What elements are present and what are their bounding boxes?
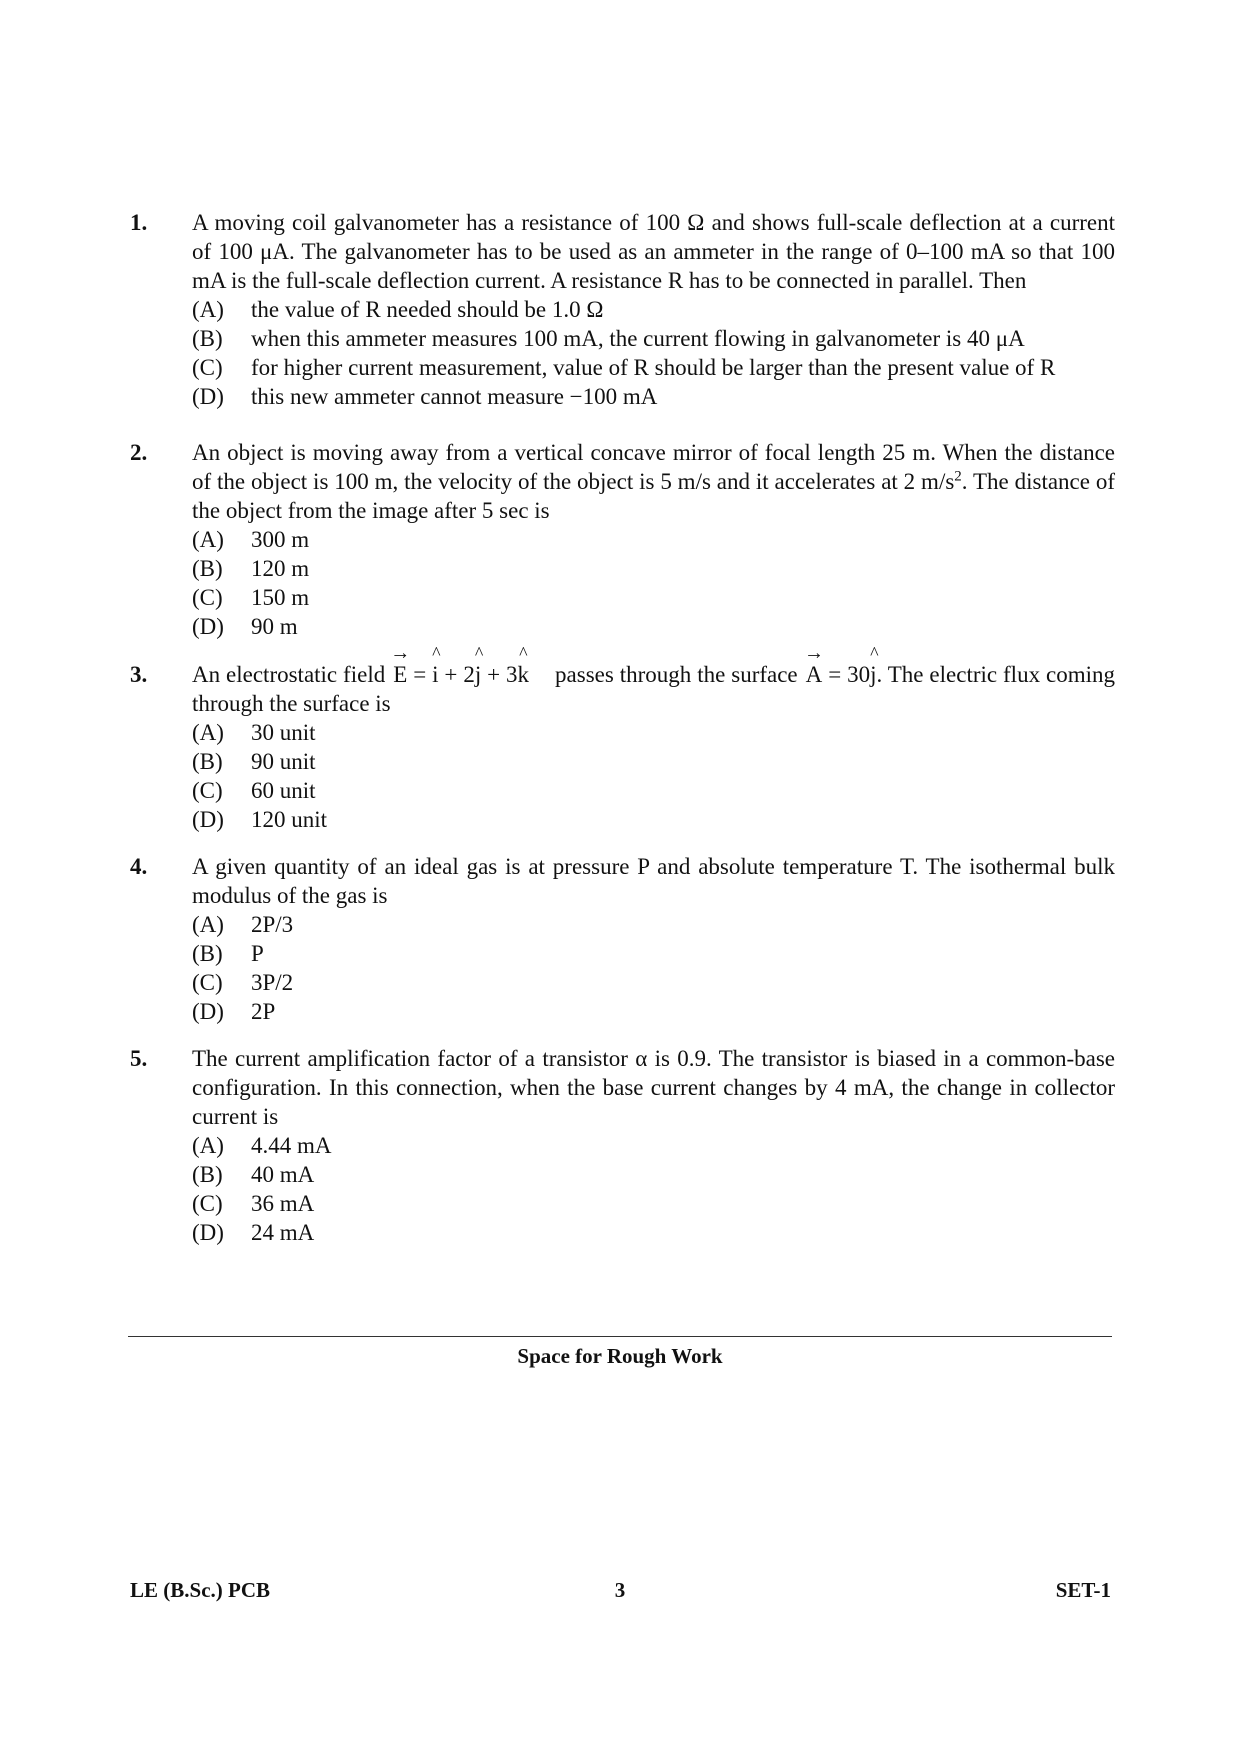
superscript: 2 [954,468,962,485]
vector-arrow-icon: → [390,642,411,664]
question-number: 1. [130,210,148,235]
option-text: for higher current measurement, value of R should be larger than the present value of R [251,355,1056,380]
question-stem: An electrostatic field → E = ^ i + 2 ^ j + 3 ^ k passes through the surface → A = 30 ^ j. The electric flux coming through the surface is [192,642,1115,716]
question-3 [130,642,1115,834]
option-a [192,295,1115,324]
question-list [130,208,1115,1247]
option-c [192,968,1115,997]
hat-icon: ^ [870,643,879,663]
option-b [192,324,1115,353]
vector-arrow-icon: → [803,642,824,664]
option-label: (C) [192,970,223,995]
option-text: P [251,941,264,966]
question-number: 4. [130,854,148,879]
option-text: 2P [251,999,276,1024]
question-2 [130,438,1115,641]
option-c [192,353,1115,382]
option-b [192,939,1115,968]
option-text: 300 m [251,527,310,552]
vector-e: → E [390,642,411,687]
option-text: 120 m [251,556,310,581]
question-number: 5. [130,1046,148,1071]
footer-exam-code: LE (B.Sc.) PCB [130,1578,271,1602]
option-label: (C) [192,1191,223,1216]
option-d [192,1218,1115,1247]
option-text: 90 m [251,614,298,639]
question-stem [192,438,1115,525]
option-d [192,612,1115,641]
question-5 [130,1044,1115,1247]
hat-icon: ^ [474,643,484,663]
question-number: 2. [130,440,148,465]
option-label: (A) [192,527,224,552]
option-text: 40 mA [251,1162,315,1187]
option-text: when this ammeter measures 100 mA, the current flowing in galvanometer is 40 μA [251,326,1025,351]
option-b [192,747,1115,776]
question-1 [130,208,1115,411]
option-label: (B) [192,749,223,774]
option-label: (B) [192,1162,223,1187]
footer-set: SET-1 [1055,1578,1111,1602]
option-c [192,583,1115,612]
option-text: 60 unit [251,778,316,803]
option-text: 24 mA [251,1220,315,1245]
question-number: 3. [130,662,148,687]
option-d [192,997,1115,1026]
footer-page-number: 3 [614,1578,626,1602]
hat-icon: ^ [519,643,528,663]
option-label: (A) [192,720,224,745]
option-text: 2P/3 [251,912,294,937]
option-label: (D) [192,614,224,639]
option-text: 120 unit [251,807,328,832]
option-list [192,295,1115,411]
option-label: (D) [192,1220,224,1245]
option-list [192,525,1115,641]
question-4 [130,852,1115,1026]
option-text: 30 unit [251,720,316,745]
option-text: 150 m [251,585,310,610]
option-label: (B) [192,326,223,351]
option-text: this new ammeter cannot measure −100 mA [251,384,658,409]
option-b [192,1160,1115,1189]
unit-vector-j: ^ j [870,643,879,687]
option-label: (D) [192,999,224,1024]
option-a [192,718,1115,747]
option-text: 4.44 mA [251,1133,332,1158]
option-label: (A) [192,297,224,322]
option-label: (D) [192,807,224,832]
option-a [192,525,1115,554]
stem-text: An object is moving away from a vertical concave mirror of focal length 25 m. When the distance of the object is 100 m, the velocity of the object is 5 m/s and it accelerates at 2 m/s [192,440,1115,494]
option-c [192,1189,1115,1218]
option-text: 3P/2 [251,970,294,995]
option-a [192,910,1115,939]
option-text: 36 mA [251,1191,315,1216]
option-label: (C) [192,355,223,380]
option-label: (C) [192,778,223,803]
stem-text: . The electric flux coming through the surface is [192,662,1115,716]
option-a [192,1131,1115,1160]
question-stem: A given quantity of an ideal gas is at pressure P and absolute temperature T. The isothermal bulk modulus of the gas is [192,854,1115,908]
option-b [192,554,1115,583]
hat-icon: ^ [432,643,441,663]
option-label: (C) [192,585,223,610]
option-list [192,718,1115,834]
option-text: 90 unit [251,749,316,774]
option-d [192,805,1115,834]
option-label: (D) [192,384,224,409]
unit-vector-j: ^ j [474,643,484,687]
option-text: the value of R needed should be 1.0 Ω [251,297,604,322]
option-label: (B) [192,556,223,581]
option-list [192,1131,1115,1247]
question-stem: The current amplification factor of a transistor α is 0.9. The transistor is biased in a common-base configuration. In this connection, when the base current changes by 4 mA, the change in collector current is [192,1046,1115,1129]
option-label: (A) [192,912,224,937]
option-d [192,382,1115,411]
option-c [192,776,1115,805]
option-label: (B) [192,941,223,966]
stem-text: passes through the surface [555,662,798,687]
unit-vector-k: ^ k [517,643,530,687]
stem-text: . The distance of the object from the image after 5 sec is [192,469,1115,523]
rough-work-heading: Space for Rough Work [517,1344,723,1368]
unit-vector-i: ^ i [432,643,441,687]
stem-text: An electrostatic field [192,662,386,687]
vector-a: → A [803,642,824,687]
divider [128,1336,1112,1337]
option-label: (A) [192,1133,224,1158]
option-list [192,910,1115,1026]
question-stem: A moving coil galvanometer has a resistance of 100 Ω and shows full-scale deflection at a current of 100 μA. The galvanometer has to be used as an ammeter in the range of 0–100 mA so that 100 mA is the full-scale deflection current. A resistance R has to be connected in parallel. Then [192,210,1115,293]
